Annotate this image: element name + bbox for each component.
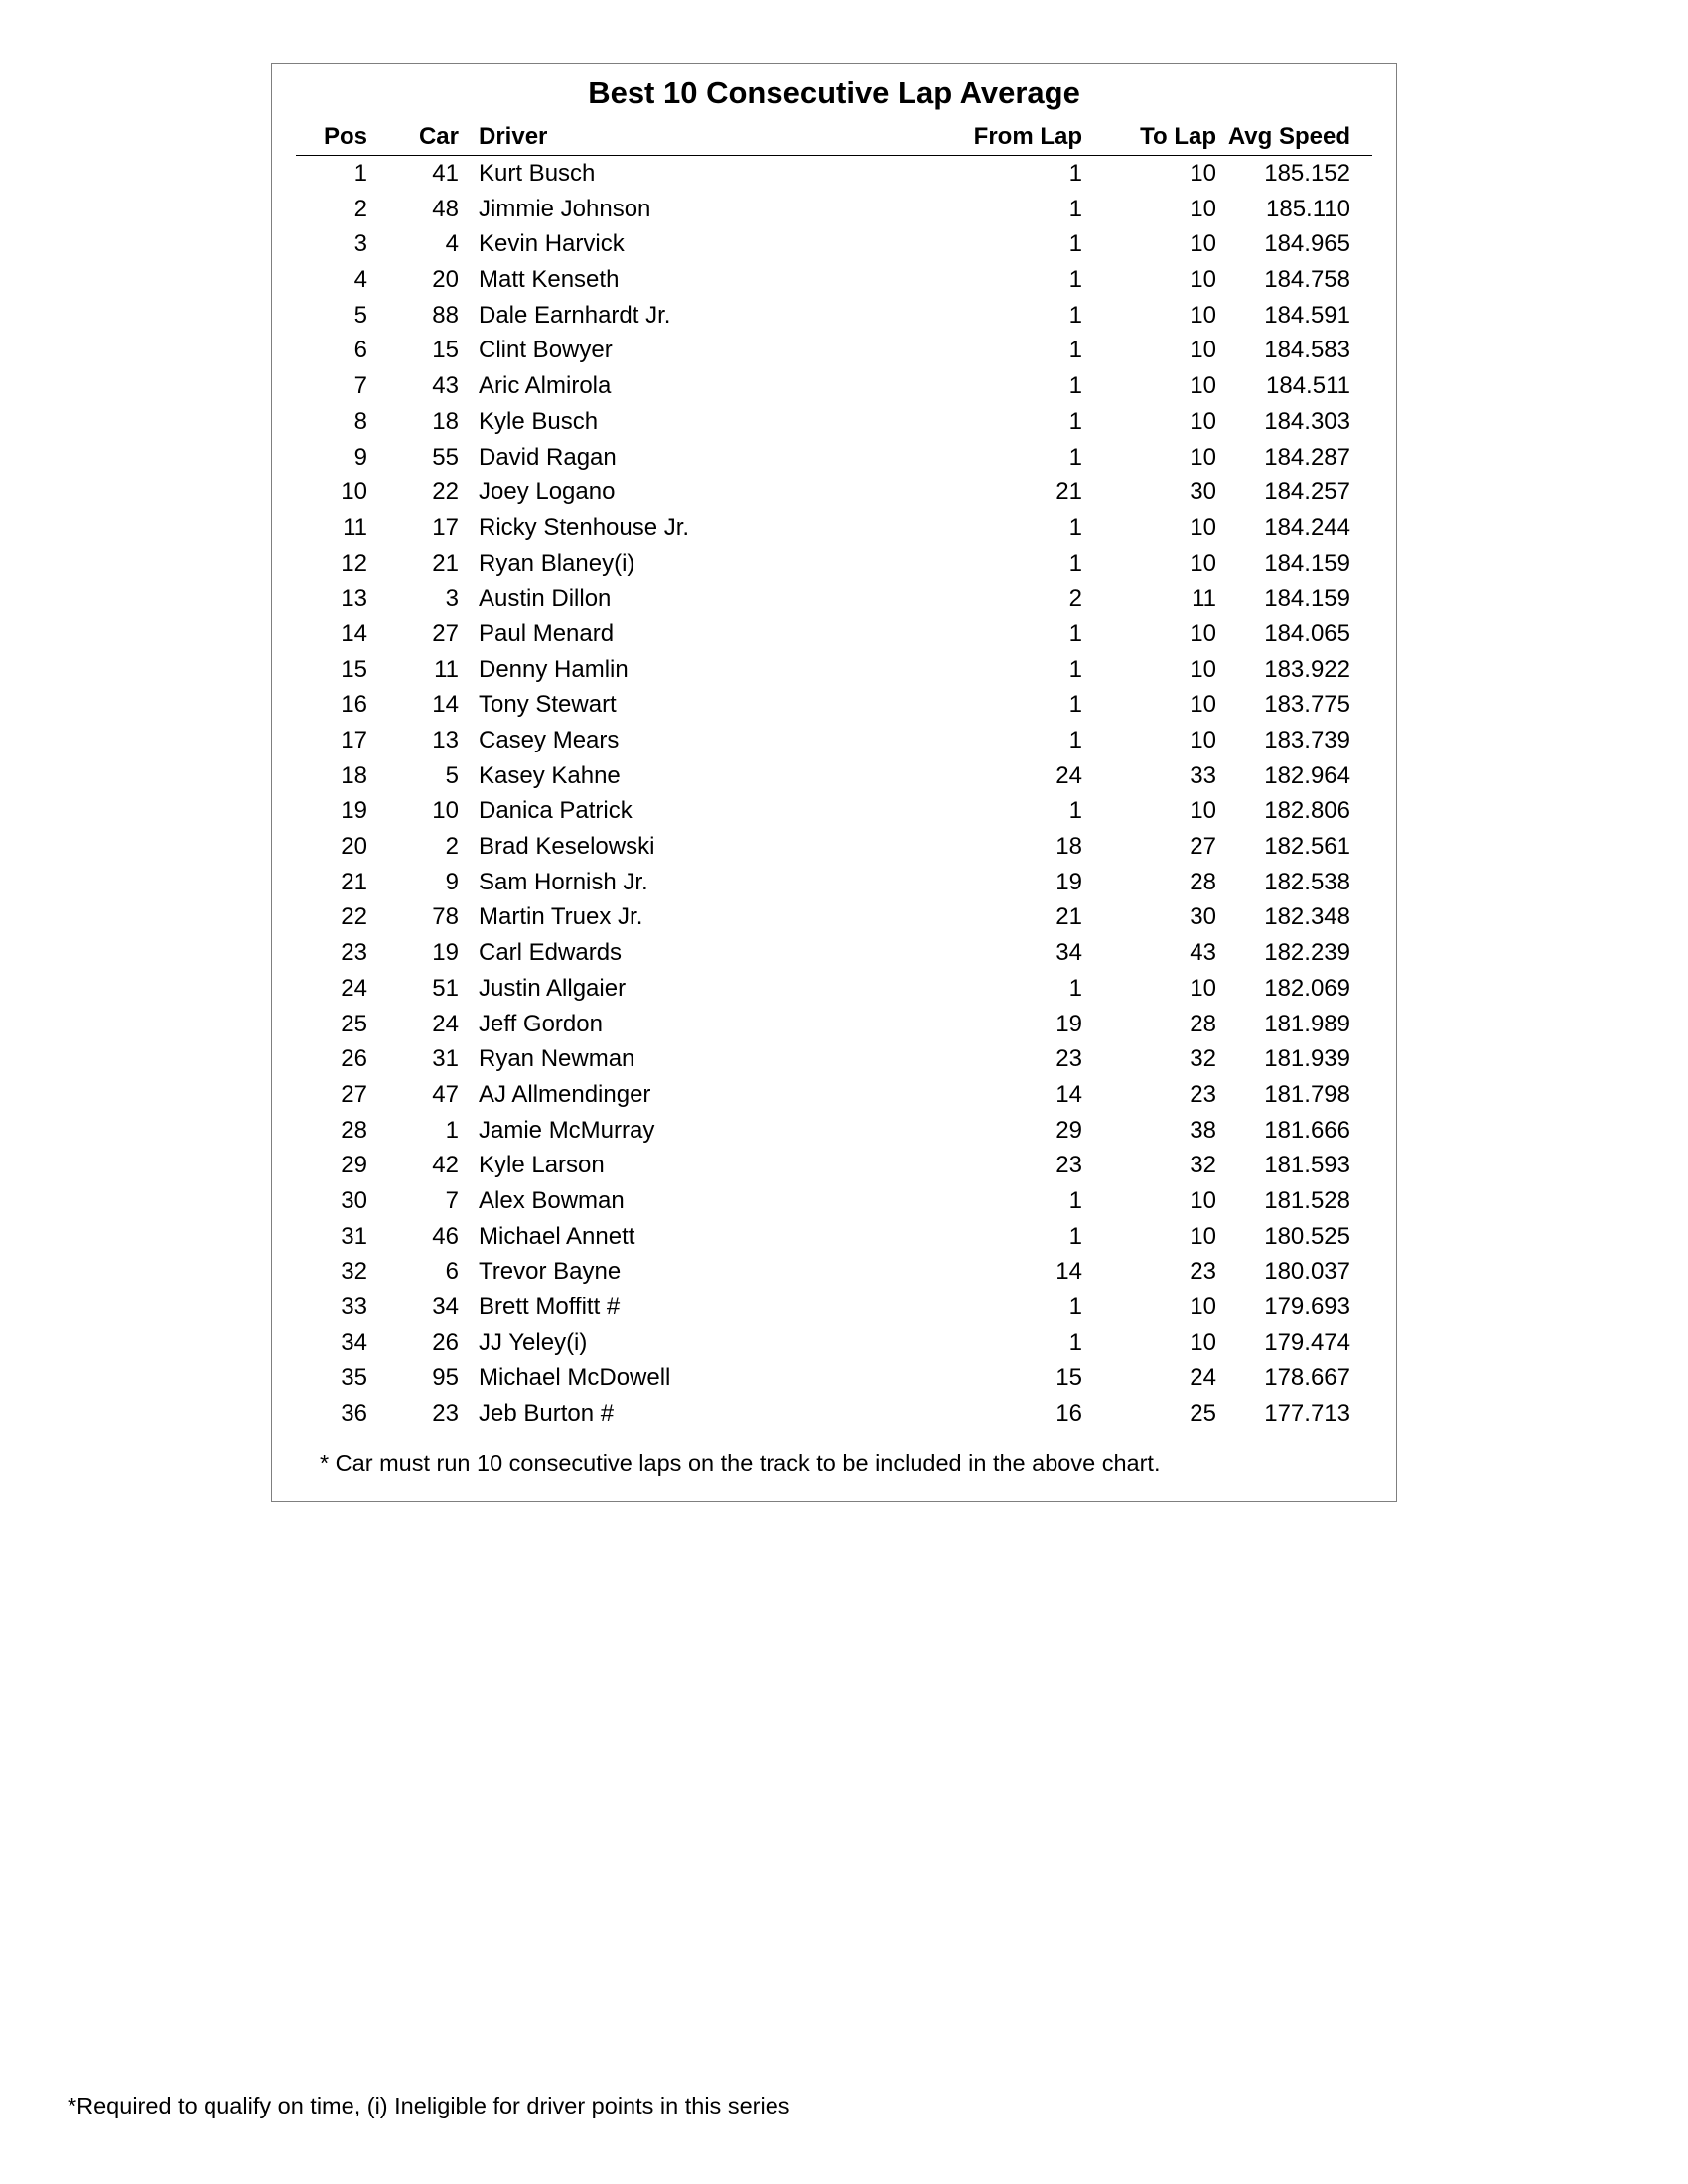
cell-avg-speed: 183.775 xyxy=(1264,691,1350,719)
cell-car: 24 xyxy=(432,1010,459,1037)
cell-avg-speed: 177.713 xyxy=(1264,1400,1350,1428)
cell-from-lap: 19 xyxy=(1055,1010,1082,1037)
table-row xyxy=(296,652,1372,688)
cell-car: 20 xyxy=(432,266,459,294)
table-row xyxy=(296,1290,1372,1325)
cell-avg-speed: 184.511 xyxy=(1266,372,1350,400)
cell-from-lap: 1 xyxy=(1068,160,1082,187)
cell-driver: Dale Earnhardt Jr. xyxy=(479,301,671,329)
cell-to-lap: 10 xyxy=(1190,301,1216,329)
cell-to-lap: 27 xyxy=(1190,833,1216,861)
cell-to-lap: 10 xyxy=(1190,230,1216,258)
cell-to-lap: 10 xyxy=(1190,974,1216,1002)
cell-from-lap: 1 xyxy=(1068,195,1082,222)
cell-pos: 6 xyxy=(353,337,367,364)
cell-to-lap: 10 xyxy=(1190,1186,1216,1214)
table-row xyxy=(296,1007,1372,1042)
cell-to-lap: 30 xyxy=(1190,903,1216,931)
cell-car: 34 xyxy=(432,1294,459,1320)
table-row xyxy=(296,1113,1372,1149)
cell-from-lap: 2 xyxy=(1068,585,1082,613)
cell-avg-speed: 179.474 xyxy=(1264,1328,1350,1356)
cell-pos: 31 xyxy=(341,1222,367,1250)
cell-from-lap: 1 xyxy=(1068,1294,1082,1320)
cell-avg-speed: 182.806 xyxy=(1264,797,1350,825)
report-title: Best 10 Consecutive Lap Average xyxy=(588,75,1080,110)
table-row xyxy=(296,440,1372,476)
header-from-lap: From Lap xyxy=(973,123,1082,150)
cell-pos: 4 xyxy=(353,266,367,294)
cell-car: 88 xyxy=(432,301,459,329)
cell-avg-speed: 182.069 xyxy=(1264,974,1350,1002)
cell-driver: Carl Edwards xyxy=(479,939,623,967)
cell-avg-speed: 184.583 xyxy=(1264,337,1350,364)
cell-avg-speed: 181.528 xyxy=(1264,1186,1350,1214)
cell-from-lap: 1 xyxy=(1068,691,1082,719)
cell-from-lap: 1 xyxy=(1068,443,1082,471)
table-row xyxy=(296,1148,1372,1183)
table-row xyxy=(296,687,1372,723)
cell-pos: 33 xyxy=(341,1294,367,1320)
cell-avg-speed: 181.593 xyxy=(1264,1152,1350,1179)
cell-from-lap: 1 xyxy=(1068,301,1082,329)
cell-from-lap: 21 xyxy=(1055,903,1082,931)
cell-from-lap: 1 xyxy=(1068,513,1082,541)
cell-driver: Ryan Blaney(i) xyxy=(479,549,635,577)
cell-car: 31 xyxy=(432,1045,459,1073)
cell-car: 21 xyxy=(432,549,459,577)
cell-driver: Denny Hamlin xyxy=(479,655,629,683)
cell-pos: 11 xyxy=(343,513,367,541)
cell-avg-speed: 184.965 xyxy=(1264,230,1350,258)
cell-from-lap: 1 xyxy=(1068,1328,1082,1356)
cell-driver: Martin Truex Jr. xyxy=(479,903,643,931)
cell-from-lap: 1 xyxy=(1068,974,1082,1002)
table-row xyxy=(296,793,1372,829)
cell-avg-speed: 185.152 xyxy=(1264,160,1350,187)
cell-driver: Kyle Busch xyxy=(479,407,599,435)
cell-to-lap: 10 xyxy=(1190,513,1216,541)
cell-from-lap: 1 xyxy=(1068,1222,1082,1250)
table-row xyxy=(296,758,1372,794)
table-row xyxy=(296,829,1372,865)
cell-driver: Clint Bowyer xyxy=(479,337,613,364)
cell-to-lap: 25 xyxy=(1190,1400,1216,1428)
cell-avg-speed: 181.798 xyxy=(1264,1080,1350,1108)
cell-avg-speed: 183.739 xyxy=(1264,727,1350,753)
table-row xyxy=(296,1254,1372,1290)
cell-to-lap: 30 xyxy=(1190,478,1216,506)
chart-note: * Car must run 10 consecutive laps on the track to be included in the above chart. xyxy=(320,1450,1161,1476)
cell-driver: JJ Yeley(i) xyxy=(479,1328,588,1356)
cell-to-lap: 38 xyxy=(1190,1116,1216,1144)
cell-to-lap: 32 xyxy=(1190,1045,1216,1073)
header-avg-speed: Avg Speed xyxy=(1227,123,1350,150)
cell-driver: Kyle Larson xyxy=(479,1152,605,1179)
cell-avg-speed: 182.538 xyxy=(1264,868,1350,895)
cell-pos: 22 xyxy=(341,903,367,931)
cell-avg-speed: 184.303 xyxy=(1264,407,1350,435)
cell-to-lap: 10 xyxy=(1190,195,1216,222)
cell-pos: 17 xyxy=(341,727,367,753)
table-row xyxy=(296,581,1372,616)
cell-car: 18 xyxy=(432,407,459,435)
table-row xyxy=(296,935,1372,971)
cell-avg-speed: 180.037 xyxy=(1264,1258,1350,1286)
table-row xyxy=(296,368,1372,404)
table-header xyxy=(296,119,1372,156)
cell-avg-speed: 180.525 xyxy=(1264,1222,1350,1250)
table-row xyxy=(296,1360,1372,1396)
page-footnote: *Required to qualify on time, (i) Ineligible for driver points in this series xyxy=(68,2093,790,2118)
cell-from-lap: 29 xyxy=(1055,1116,1082,1144)
cell-to-lap: 10 xyxy=(1190,1328,1216,1356)
cell-from-lap: 1 xyxy=(1068,230,1082,258)
cell-from-lap: 14 xyxy=(1055,1258,1082,1286)
table-row xyxy=(296,723,1372,758)
cell-pos: 20 xyxy=(341,833,367,861)
cell-pos: 25 xyxy=(341,1010,367,1037)
cell-car: 9 xyxy=(445,868,459,895)
table-row xyxy=(296,404,1372,440)
cell-avg-speed: 182.239 xyxy=(1264,939,1350,967)
cell-to-lap: 10 xyxy=(1190,1294,1216,1320)
cell-driver: Brad Keselowski xyxy=(479,833,655,861)
cell-to-lap: 28 xyxy=(1190,1010,1216,1037)
cell-driver: David Ragan xyxy=(479,443,617,471)
cell-to-lap: 33 xyxy=(1190,761,1216,789)
cell-pos: 26 xyxy=(341,1045,367,1073)
cell-from-lap: 16 xyxy=(1055,1400,1082,1428)
cell-to-lap: 10 xyxy=(1190,797,1216,825)
cell-avg-speed: 184.065 xyxy=(1264,619,1350,647)
cell-car: 6 xyxy=(445,1258,459,1286)
cell-from-lap: 1 xyxy=(1068,337,1082,364)
cell-pos: 16 xyxy=(341,691,367,719)
cell-avg-speed: 184.287 xyxy=(1264,443,1350,471)
cell-car: 42 xyxy=(432,1152,459,1179)
cell-avg-speed: 183.922 xyxy=(1264,655,1350,683)
cell-pos: 1 xyxy=(353,160,367,187)
cell-pos: 30 xyxy=(341,1186,367,1214)
cell-pos: 9 xyxy=(353,443,367,471)
cell-driver: Austin Dillon xyxy=(479,585,612,613)
table-row xyxy=(296,156,1372,192)
cell-driver: AJ Allmendinger xyxy=(479,1080,651,1108)
cell-pos: 29 xyxy=(341,1152,367,1179)
cell-car: 95 xyxy=(432,1364,459,1392)
cell-car: 7 xyxy=(445,1186,459,1214)
cell-car: 26 xyxy=(432,1328,459,1356)
cell-to-lap: 10 xyxy=(1190,372,1216,400)
cell-to-lap: 28 xyxy=(1190,868,1216,895)
cell-car: 47 xyxy=(432,1080,459,1108)
cell-driver: Matt Kenseth xyxy=(479,266,620,294)
cell-avg-speed: 181.666 xyxy=(1264,1116,1350,1144)
cell-car: 5 xyxy=(445,761,459,789)
cell-to-lap: 10 xyxy=(1190,727,1216,753)
cell-driver: Michael McDowell xyxy=(479,1364,671,1392)
cell-to-lap: 10 xyxy=(1190,691,1216,719)
cell-driver: Jeff Gordon xyxy=(479,1010,603,1037)
cell-car: 14 xyxy=(432,691,459,719)
table-row xyxy=(296,333,1372,368)
cell-pos: 35 xyxy=(341,1364,367,1392)
cell-from-lap: 1 xyxy=(1068,655,1082,683)
table-row xyxy=(296,1396,1372,1432)
report-box xyxy=(271,63,1397,1502)
header-to-lap: To Lap xyxy=(1140,123,1216,150)
cell-pos: 13 xyxy=(341,585,367,613)
cell-from-lap: 1 xyxy=(1068,1186,1082,1214)
table-row xyxy=(296,865,1372,900)
cell-pos: 19 xyxy=(341,797,367,825)
cell-from-lap: 18 xyxy=(1055,833,1082,861)
cell-avg-speed: 184.244 xyxy=(1264,513,1350,541)
cell-driver: Alex Bowman xyxy=(479,1186,625,1214)
cell-avg-speed: 182.348 xyxy=(1264,903,1350,931)
cell-car: 13 xyxy=(432,727,459,753)
cell-to-lap: 23 xyxy=(1190,1080,1216,1108)
cell-car: 22 xyxy=(432,478,459,506)
table-row xyxy=(296,546,1372,582)
cell-driver: Jeb Burton # xyxy=(479,1400,615,1428)
cell-from-lap: 34 xyxy=(1055,939,1082,967)
cell-from-lap: 24 xyxy=(1055,761,1082,789)
cell-avg-speed: 185.110 xyxy=(1266,195,1350,222)
cell-driver: Trevor Bayne xyxy=(479,1258,622,1286)
table-row xyxy=(296,971,1372,1007)
cell-to-lap: 10 xyxy=(1190,266,1216,294)
cell-to-lap: 10 xyxy=(1190,655,1216,683)
cell-car: 11 xyxy=(434,655,459,683)
table-row xyxy=(296,1325,1372,1361)
cell-pos: 34 xyxy=(341,1328,367,1356)
table-row xyxy=(296,226,1372,262)
cell-to-lap: 10 xyxy=(1190,160,1216,187)
cell-car: 27 xyxy=(432,619,459,647)
cell-pos: 28 xyxy=(341,1116,367,1144)
cell-car: 3 xyxy=(445,585,459,613)
cell-pos: 5 xyxy=(353,301,367,329)
table-row xyxy=(296,899,1372,935)
cell-pos: 27 xyxy=(341,1080,367,1108)
cell-car: 23 xyxy=(432,1400,459,1428)
cell-to-lap: 24 xyxy=(1190,1364,1216,1392)
cell-pos: 36 xyxy=(341,1400,367,1428)
cell-from-lap: 14 xyxy=(1055,1080,1082,1108)
cell-from-lap: 1 xyxy=(1068,372,1082,400)
cell-avg-speed: 184.591 xyxy=(1264,301,1350,329)
cell-car: 41 xyxy=(432,160,459,187)
cell-to-lap: 10 xyxy=(1190,407,1216,435)
cell-car: 48 xyxy=(432,195,459,222)
cell-driver: Kevin Harvick xyxy=(479,230,625,258)
cell-from-lap: 1 xyxy=(1068,797,1082,825)
cell-pos: 12 xyxy=(341,549,367,577)
cell-from-lap: 19 xyxy=(1055,868,1082,895)
cell-avg-speed: 182.561 xyxy=(1264,833,1350,861)
cell-from-lap: 1 xyxy=(1068,407,1082,435)
cell-to-lap: 10 xyxy=(1190,1222,1216,1250)
cell-car: 55 xyxy=(432,443,459,471)
cell-driver: Ryan Newman xyxy=(479,1045,635,1073)
cell-avg-speed: 184.257 xyxy=(1264,478,1350,506)
cell-to-lap: 10 xyxy=(1190,549,1216,577)
cell-from-lap: 15 xyxy=(1055,1364,1082,1392)
cell-pos: 10 xyxy=(341,478,367,506)
cell-driver: Casey Mears xyxy=(479,727,620,753)
header-car: Car xyxy=(418,123,459,150)
cell-pos: 14 xyxy=(341,619,367,647)
cell-pos: 21 xyxy=(341,868,367,895)
cell-avg-speed: 181.989 xyxy=(1264,1010,1350,1037)
cell-avg-speed: 184.159 xyxy=(1264,585,1350,613)
cell-pos: 24 xyxy=(341,974,367,1002)
cell-to-lap: 32 xyxy=(1190,1152,1216,1179)
cell-to-lap: 10 xyxy=(1190,619,1216,647)
cell-driver: Danica Patrick xyxy=(479,797,633,825)
header-driver: Driver xyxy=(479,123,548,150)
cell-from-lap: 23 xyxy=(1055,1152,1082,1179)
cell-driver: Kurt Busch xyxy=(479,160,596,187)
cell-car: 19 xyxy=(432,939,459,967)
cell-to-lap: 11 xyxy=(1192,585,1216,613)
cell-driver: Justin Allgaier xyxy=(479,974,627,1002)
cell-pos: 7 xyxy=(353,372,367,400)
header-pos: Pos xyxy=(323,123,367,150)
table-body xyxy=(296,156,1372,1432)
cell-car: 17 xyxy=(432,513,459,541)
cell-car: 46 xyxy=(432,1222,459,1250)
cell-car: 15 xyxy=(432,337,459,364)
cell-from-lap: 1 xyxy=(1068,266,1082,294)
cell-avg-speed: 182.964 xyxy=(1264,761,1350,789)
table-row xyxy=(296,475,1372,510)
cell-pos: 2 xyxy=(353,195,367,222)
cell-pos: 32 xyxy=(341,1258,367,1286)
cell-driver: Brett Moffitt # xyxy=(479,1294,621,1320)
table-row xyxy=(296,510,1372,546)
table-row xyxy=(296,192,1372,227)
cell-to-lap: 10 xyxy=(1190,443,1216,471)
cell-from-lap: 1 xyxy=(1068,727,1082,753)
table-row xyxy=(296,616,1372,652)
table-row xyxy=(296,1219,1372,1255)
cell-from-lap: 1 xyxy=(1068,549,1082,577)
cell-to-lap: 23 xyxy=(1190,1258,1216,1286)
cell-pos: 15 xyxy=(341,655,367,683)
table-row xyxy=(296,1183,1372,1219)
cell-car: 78 xyxy=(432,903,459,931)
cell-car: 51 xyxy=(432,974,459,1002)
cell-from-lap: 21 xyxy=(1055,478,1082,506)
cell-car: 10 xyxy=(432,797,459,825)
cell-driver: Aric Almirola xyxy=(479,372,612,400)
cell-avg-speed: 178.667 xyxy=(1264,1364,1350,1392)
cell-driver: Jimmie Johnson xyxy=(479,195,651,222)
cell-avg-speed: 184.159 xyxy=(1264,549,1350,577)
cell-driver: Ricky Stenhouse Jr. xyxy=(479,513,690,541)
cell-from-lap: 1 xyxy=(1068,619,1082,647)
cell-pos: 8 xyxy=(353,407,367,435)
cell-driver: Kasey Kahne xyxy=(479,761,621,789)
cell-driver: Paul Menard xyxy=(479,619,615,647)
cell-pos: 3 xyxy=(353,230,367,258)
cell-driver: Sam Hornish Jr. xyxy=(479,868,648,895)
cell-car: 4 xyxy=(445,230,459,258)
cell-driver: Tony Stewart xyxy=(479,691,617,719)
cell-car: 2 xyxy=(445,833,459,861)
cell-driver: Joey Logano xyxy=(479,478,616,506)
cell-car: 1 xyxy=(445,1116,459,1144)
cell-driver: Jamie McMurray xyxy=(479,1116,655,1144)
cell-to-lap: 10 xyxy=(1190,337,1216,364)
cell-car: 43 xyxy=(432,372,459,400)
cell-avg-speed: 184.758 xyxy=(1264,266,1350,294)
cell-from-lap: 23 xyxy=(1055,1045,1082,1073)
table-row xyxy=(296,262,1372,298)
table-row xyxy=(296,1041,1372,1077)
cell-driver: Michael Annett xyxy=(479,1222,635,1250)
table-row xyxy=(296,1077,1372,1113)
cell-avg-speed: 179.693 xyxy=(1264,1294,1350,1320)
cell-avg-speed: 181.939 xyxy=(1264,1045,1350,1073)
cell-pos: 18 xyxy=(341,761,367,789)
table-row xyxy=(296,298,1372,334)
cell-to-lap: 43 xyxy=(1190,939,1216,967)
cell-pos: 23 xyxy=(341,939,367,967)
